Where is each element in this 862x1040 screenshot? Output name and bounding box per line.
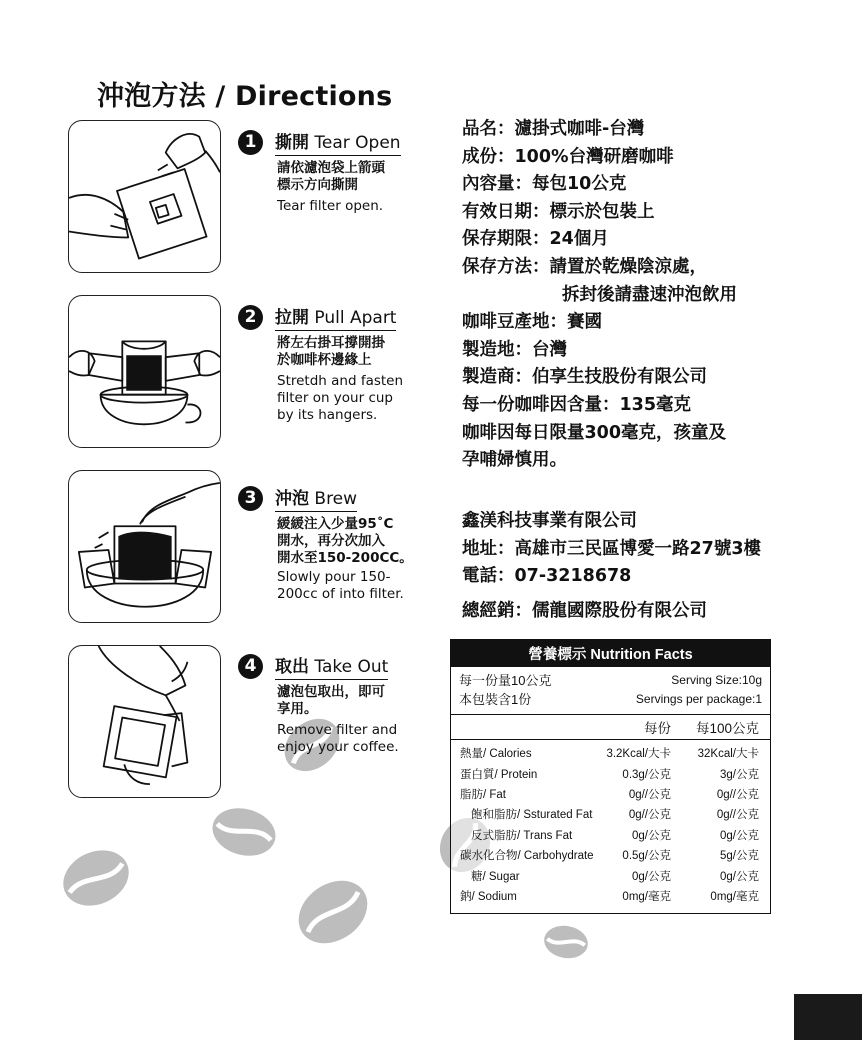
servings-per-package-en: Servings per package:1 [635,692,762,706]
nutrient-name: 脂肪/ Fat [460,788,507,801]
net-content: 內容量：每包10公克 [462,174,627,195]
per-100g-value: 32Kcal/大卡 [697,748,759,761]
place-of-manufacture: 製造地：台灣 [462,339,567,360]
step-title-zh: 沖泡 [275,489,309,509]
nutrient-name: 熱量/ Calories [460,748,532,761]
per-serving-value: 0g//公克 [628,809,671,822]
nutrition-row [451,743,770,763]
serving-size-en: Serving Size:10g [671,673,762,687]
take-out-illustration [68,645,221,798]
step-desc-zh-line: 緩緩注入少量95˚C [277,516,394,532]
per-serving-value: 0.5g/公克 [622,850,671,863]
per-100g-value: 0g//公克 [716,809,759,822]
step-title-en: Tear Open [314,133,401,153]
bean-origin: 咖啡豆產地：賽國 [462,312,602,333]
nutrient-name: 蛋白質/ Protein [460,768,538,781]
tear-open-illustration [68,120,221,273]
per-100g-value: 0g/公克 [720,829,759,842]
step-number-badge: 1 [238,130,263,155]
distributor: 總經銷：儒龍國際股份有限公司 [462,601,707,621]
per-serving-value: 0.3g/公克 [622,768,671,781]
nutrition-column-header [451,715,770,740]
step-2 [238,303,428,424]
step-number-badge: 4 [238,654,263,679]
step-desc-zh-line: 於咖啡杯邊緣上 [277,352,372,368]
step-title-zh: 撕開 [275,133,309,153]
servings-per-package-zh: 本包裝含1份 [459,692,532,707]
step-title [275,652,388,680]
step-title-en: Pull Apart [314,308,397,328]
per-100g-value: 0mg/毫克 [710,890,759,903]
step-desc-en-line: 200cc of into filter. [277,586,404,602]
per-serving-value: 3.2Kcal/大卡 [606,748,671,761]
nutrition-row [451,865,770,885]
step-title [275,303,396,331]
per-serving-value: 0g/公克 [632,870,671,883]
step-title-en: Take Out [314,657,389,677]
nutrient-name: 糖/ Sugar [471,870,520,883]
nutrition-header: 營養標示 Nutrition Facts [451,640,770,667]
nutrition-row [451,825,770,845]
per-serving-value: 0mg/毫克 [622,890,671,903]
step-desc-en-line: enjoy your coffee. [277,739,399,755]
step-desc-en-line: Stretdh and fasten [277,373,404,389]
manufacturer: 製造商：伯享生技股份有限公司 [462,367,707,388]
step-desc-zh-line: 請依濾泡袋上箭頭 [277,160,385,176]
company-address: 地址：高雄市三民區博愛一路27號3樓 [462,538,762,559]
nutrition-row [451,784,770,804]
step-3 [238,484,428,603]
per-100g-value: 5g/公克 [720,850,759,863]
serving-size-zh: 每一份量10公克 [459,673,552,688]
corner-block [794,994,862,1040]
caffeine-warning-cont: 孕哺婦慎用。 [462,450,567,471]
storage-method-cont: 拆封後請盡速沖泡飲用 [562,284,737,305]
nutrition-row [451,763,770,783]
step-number-badge: 3 [238,486,263,511]
step-desc-en-line: filter on your cup [277,390,393,406]
brew-illustration [68,470,221,623]
product-info [462,116,822,475]
step-desc-en-line: Tear filter open. [277,198,384,214]
step-4 [238,652,428,756]
step-1 [238,128,428,215]
nutrition-rows [451,740,770,906]
per-100g-value: 3g/公克 [720,768,759,781]
caffeine-warning: 咖啡因每日限量300毫克，孩童及 [462,422,727,443]
step-title-en: Brew [314,489,358,509]
company-info [462,508,761,591]
step-desc-en-line: Remove filter and [277,722,398,738]
serving-info [451,667,770,715]
product-name: 品名：濾掛式咖啡-台灣 [462,119,645,139]
ingredients: 成份：100%台灣研磨咖啡 [462,146,674,167]
step-title [275,484,357,512]
shelf-life: 保存期限：24個月 [462,229,609,250]
per-serving-value: 0g//公克 [628,788,671,801]
step-desc-zh-line: 開水，再分次加入 [277,533,385,549]
company-name: 鑫渼科技事業有限公司 [462,511,637,531]
step-number-badge: 2 [238,305,263,330]
step-desc-zh-line: 標示方向撕開 [277,177,358,193]
nutrition-row [451,845,770,865]
nutrient-name: 反式脂肪/ Trans Fat [471,829,573,842]
step-desc-zh-line: 濾泡包取出，即可 [277,684,385,700]
step-desc-en-line: Slowly pour 150- [277,569,391,585]
nutrient-name: 碳水化合物/ Carbohydrate [460,850,594,863]
nutrition-row [451,804,770,824]
pull-apart-illustration [68,295,221,448]
step-title-zh: 拉開 [275,308,309,328]
step-desc-en-line: by its hangers. [277,407,378,423]
company-phone: 電話：07-3218678 [462,566,632,587]
page-title: 沖泡方法 / Directions [97,81,393,112]
nutrition-facts-table [450,639,771,914]
per-100g-value: 0g/公克 [720,870,759,883]
caffeine-per-serving: 每一份咖啡因含量：135毫克 [462,394,692,415]
per-100g-header: 每100公克 [695,721,759,736]
per-serving-value: 0g/公克 [632,829,671,842]
nutrition-row [451,886,770,906]
step-desc-zh-line: 享用。 [277,701,318,717]
step-title-zh: 取出 [275,657,309,677]
storage-method: 保存方法：請置於乾燥陰涼處， [462,256,707,277]
nutrient-name: 飽和脂肪/ Ssturated Fat [471,809,593,822]
per-serving-header: 每份 [644,721,671,736]
step-title [275,128,401,156]
per-100g-value: 0g//公克 [716,788,759,801]
expiry-date: 有效日期：標示於包裝上 [462,201,655,222]
nutrient-name: 鈉/ Sodium [460,890,517,903]
step-desc-zh-line: 將左右掛耳撐開掛 [277,335,385,351]
step-desc-zh-line: 開水至150-200CC。 [277,550,413,566]
